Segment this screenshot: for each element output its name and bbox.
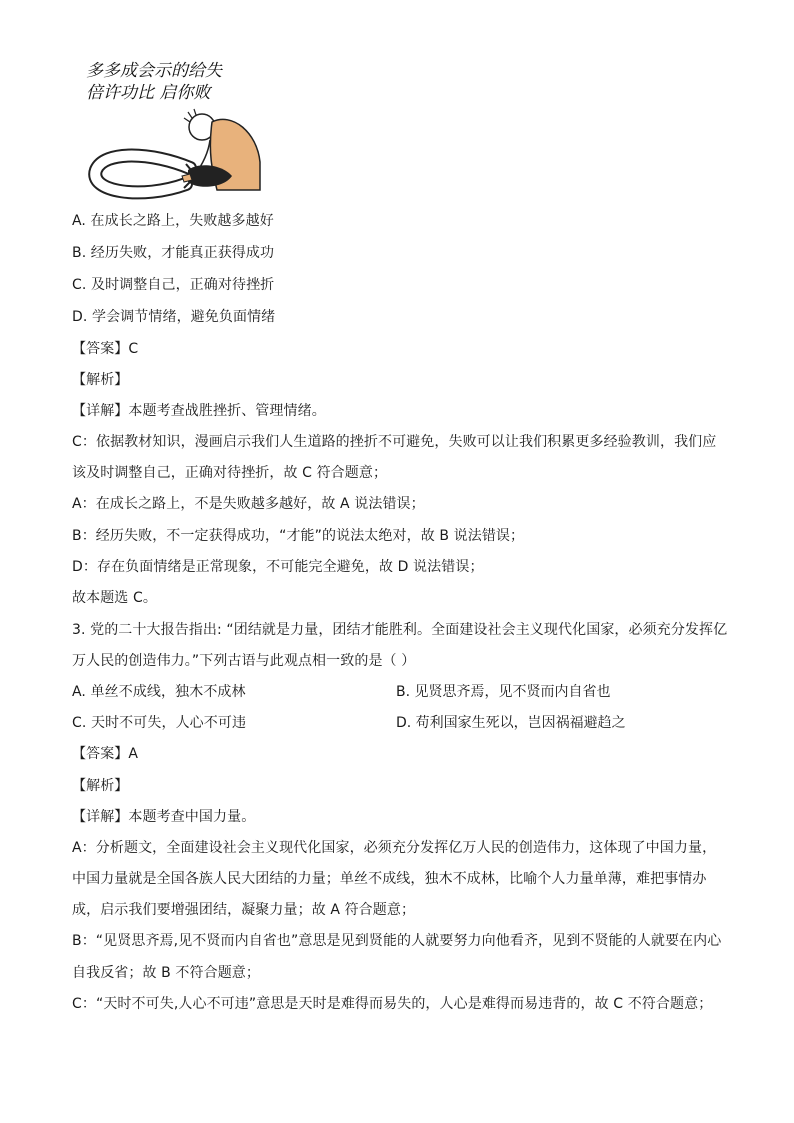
u-turn-arrow-drawing [95,156,196,193]
q3-stem-continued: 万人民的创造伟力。”下列古语与此观点相一致的是（ ） [72,653,416,669]
q3-option-d: D. 苟利国家生死以，岂因祸福避趋之 [396,715,626,731]
q3-option-c: C. 天时不可失，人心不可违 [72,715,247,731]
q3-option-b: B. 见贤思齐焉，见不贤而内自省也 [396,684,611,700]
q3-explain-line: 中国力量就是全国各族人民大团结的力量；单丝不成线，独木不成林，比喻个人力量单薄，难把事情办 [72,871,707,887]
q3-explain-line: C：“天时不可失,人心不可违”意思是天时是难得而易失的，人心是难得而易违背的，故 C 不符合题意； [72,996,713,1012]
q2-option-d: D. 学会调节情绪，避免负面情绪 [72,309,276,325]
q2-option-b: B. 经历失败，才能真正获得成功 [72,245,275,261]
q2-conclusion: 故本题选 C。 [72,590,157,606]
q3-explain-line: A：分析题文，全面建设社会主义现代化国家，必须充分发挥亿万人民的创造伟力，这体现了中国力量， [72,840,717,856]
q2-explain-line: C：依据教材知识，漫画启示我们人生道路的挫折不可避免，失败可以让我们积累更多经验教训，我们应 [72,434,717,450]
q3-explain-line: 成，启示我们要增强团结，凝聚力量；故 A 符合题意； [72,902,416,918]
q2-explain-line: 该及时调整自己，正确对待挫折，故 C 符合题意； [72,465,388,481]
q2-answer: 【答案】C [72,341,139,357]
q2-detail: 【详解】本题考查战胜挫折、管理情绪。 [72,403,326,419]
q3-answer: 【答案】A [72,746,139,762]
q3-analysis-label: 【解析】 [72,778,129,794]
q3-explain-line: 自我反省；故 B 不符合题意； [72,965,261,981]
q2-explain-line: B：经历失败，不一定获得成功，“才能”的说法太绝对，故 B 说法错误； [72,528,525,544]
cartoon-caption-top: 多多成会示的给失 [86,61,222,81]
q3-stem: 3. 党的二十大报告指出: “团结就是力量，团结才能胜利。全面建设社会主义现代化国家，必须充分发挥亿 [72,622,728,638]
q2-explain-line: A：在成长之路上，不是失败越多越好，故 A 说法错误； [72,496,425,512]
q3-detail: 【详解】本题考查中国力量。 [72,809,256,825]
q2-explain-line: D：存在负面情绪是正常现象，不可能完全避免，故 D 说法错误； [72,559,484,575]
q2-option-a: A. 在成长之路上，失败越多越好 [72,213,274,229]
cartoon-illustration [82,52,272,202]
bowing-person-drawing [182,109,260,190]
q2-analysis-label: 【解析】 [72,372,129,388]
q3-explain-line: B：“见贤思齐焉,见不贤而内自省也”意思是见到贤能的人就要努力向他看齐，见到不贤能的人就要在内心 [72,933,722,949]
q3-option-a: A. 单丝不成线，独木不成林 [72,684,246,700]
q2-option-c: C. 及时调整自己，正确对待挫折 [72,277,275,293]
cartoon-caption-bottom: 倍许功比 启你败 [86,83,211,103]
